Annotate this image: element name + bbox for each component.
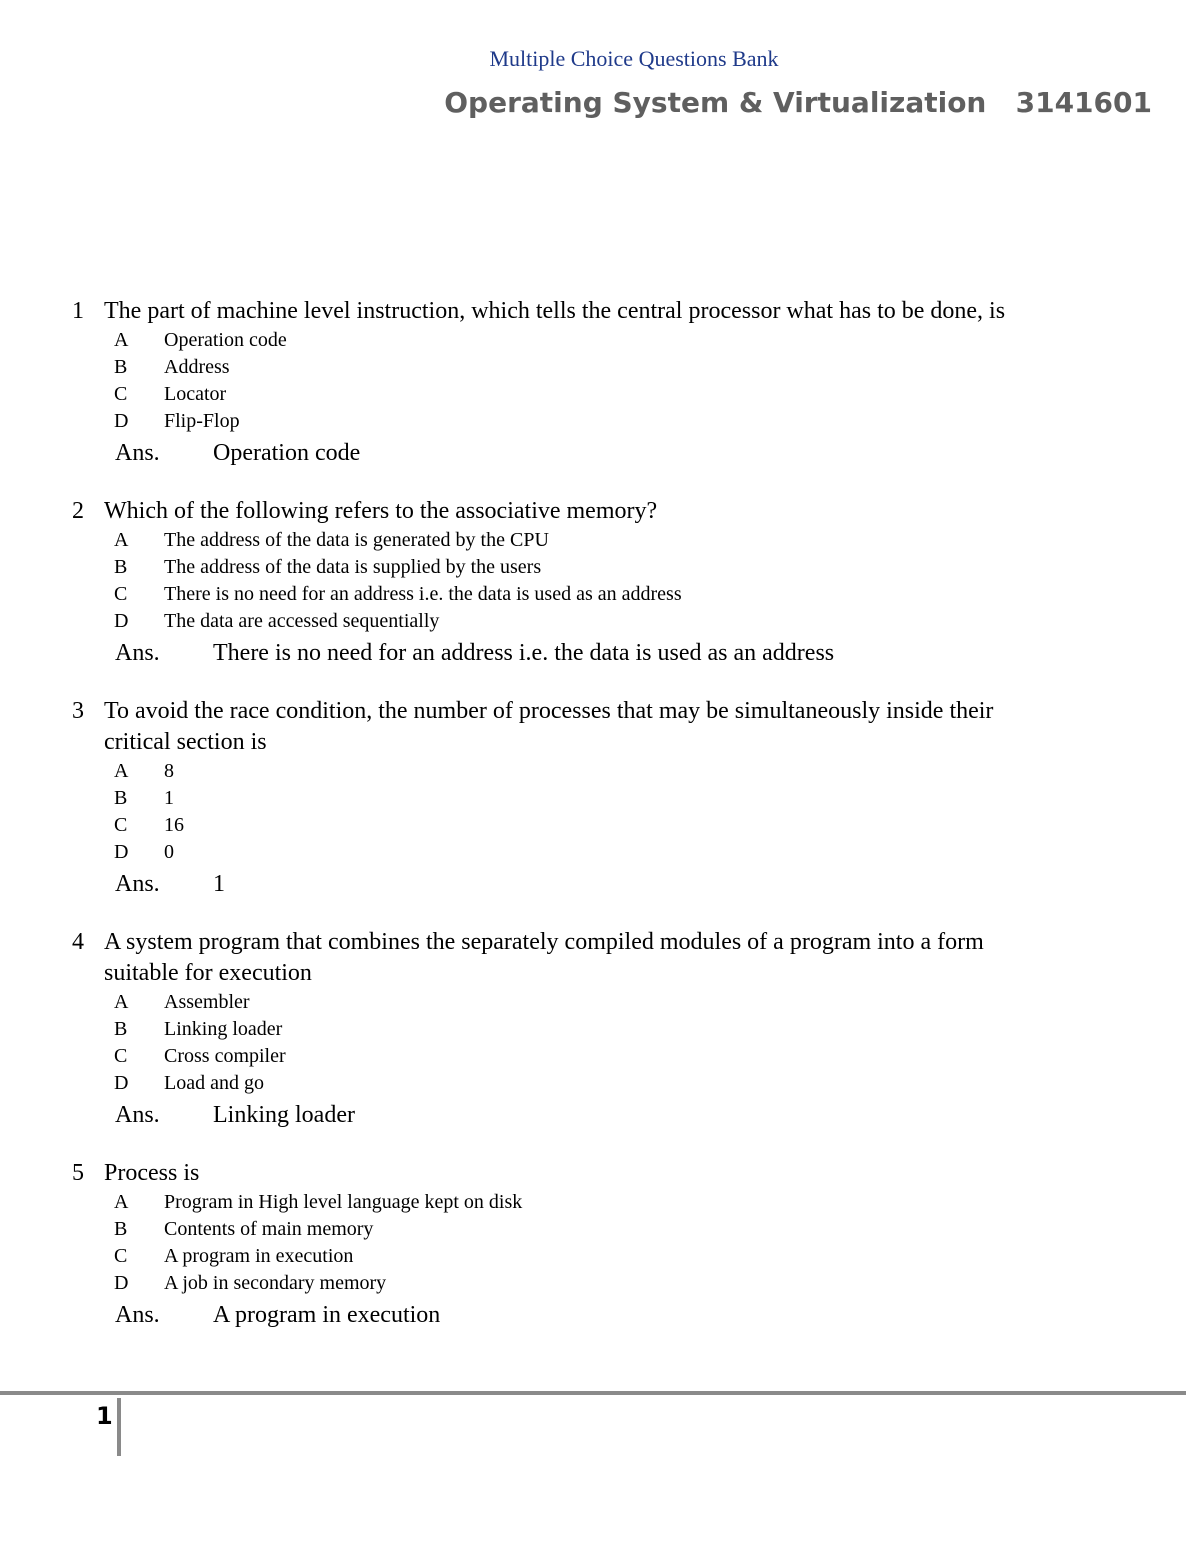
option-letter: C: [114, 583, 128, 605]
answer-row: [0, 1299, 1200, 1332]
option-d: [0, 608, 1200, 635]
answer-text: A program in execution: [213, 1302, 441, 1328]
option-d: [0, 839, 1200, 866]
option-letter: B: [114, 1018, 128, 1040]
question-text: A system program that combines the separately compiled modules of a program into a form suitable for execution: [104, 929, 984, 986]
option-c: [0, 581, 1200, 608]
option-c: [0, 1043, 1200, 1070]
bank-title: Multiple Choice Questions Bank: [489, 46, 779, 71]
option-letter: D: [114, 410, 129, 432]
answer-text: Linking loader: [213, 1102, 355, 1128]
option-text: The data are accessed sequentially: [164, 610, 440, 632]
option-text: The address of the data is generated by the CPU: [164, 529, 549, 551]
answer-text: 1: [213, 871, 225, 897]
question-text: To avoid the race condition, the number of processes that may be simultaneously inside their critical section is: [104, 698, 994, 755]
option-letter: A: [114, 760, 129, 782]
answer-label: Ans.: [115, 1302, 160, 1328]
option-text: A program in execution: [164, 1245, 354, 1267]
option-a: [0, 327, 1200, 354]
option-text: 0: [164, 841, 174, 863]
option-letter: C: [114, 383, 128, 405]
question-5: [0, 1158, 1200, 1332]
option-text: 16: [164, 814, 184, 836]
option-text: Address: [164, 356, 230, 378]
question-number: 3: [72, 698, 84, 724]
answer-label: Ans.: [115, 1102, 160, 1128]
answer-text: Operation code: [213, 440, 361, 466]
option-text: Cross compiler: [164, 1045, 286, 1067]
question-number: 4: [72, 929, 84, 955]
option-letter: B: [114, 787, 128, 809]
option-letter: D: [114, 1072, 129, 1094]
option-d: [0, 1270, 1200, 1297]
question-2: [0, 496, 1200, 670]
question-3: [0, 696, 1200, 901]
option-letter: B: [114, 1218, 128, 1240]
option-text: 8: [164, 760, 174, 782]
option-a: [0, 1189, 1200, 1216]
option-letter: A: [114, 1191, 129, 1213]
option-letter: A: [114, 329, 129, 351]
option-b: [0, 554, 1200, 581]
answer-label: Ans.: [115, 871, 160, 897]
question-number: 2: [72, 498, 84, 524]
option-letter: D: [114, 1272, 129, 1294]
answer-row: [0, 637, 1200, 670]
option-c: [0, 1243, 1200, 1270]
option-b: [0, 354, 1200, 381]
answer-label: Ans.: [115, 440, 160, 466]
page-number: 1: [96, 1402, 113, 1430]
option-text: Locator: [164, 383, 227, 405]
option-letter: A: [114, 991, 129, 1013]
option-c: [0, 812, 1200, 839]
answer-text: There is no need for an address i.e. the data is used as an address: [213, 640, 835, 666]
option-letter: C: [114, 814, 128, 836]
option-letter: C: [114, 1245, 128, 1267]
option-text: Program in High level language kept on disk: [164, 1191, 523, 1213]
option-a: [0, 989, 1200, 1016]
option-letter: A: [114, 529, 129, 551]
option-text: 1: [164, 787, 174, 809]
option-text: Operation code: [164, 329, 287, 351]
question-4: [0, 927, 1200, 1132]
option-a: [0, 527, 1200, 554]
option-letter: D: [114, 610, 129, 632]
option-text: There is no need for an address i.e. the data is used as an address: [164, 583, 682, 605]
option-text: Assembler: [164, 991, 250, 1013]
option-d: [0, 408, 1200, 435]
footer-divider: [0, 1391, 1186, 1395]
question-number: 1: [72, 298, 84, 324]
answer-row: [0, 1099, 1200, 1132]
option-letter: B: [114, 556, 128, 578]
option-text: A job in secondary memory: [164, 1272, 387, 1294]
option-a: [0, 758, 1200, 785]
option-letter: B: [114, 356, 128, 378]
option-text: Linking loader: [164, 1018, 283, 1040]
option-b: [0, 785, 1200, 812]
question-list: [0, 296, 1200, 1358]
page-number-bar: [117, 1398, 121, 1456]
answer-label: Ans.: [115, 640, 160, 666]
question-1: [0, 296, 1200, 470]
option-d: [0, 1070, 1200, 1097]
question-text: Process is: [104, 1160, 200, 1186]
course-title: Operating System & Virtualization 3141601: [444, 86, 1152, 119]
answer-row: [0, 437, 1200, 470]
option-b: [0, 1016, 1200, 1043]
question-text: The part of machine level instruction, which tells the central processor what has to be done, is: [104, 298, 1006, 324]
option-text: The address of the data is supplied by the users: [164, 556, 542, 578]
question-number: 5: [72, 1160, 84, 1186]
question-text: Which of the following refers to the associative memory?: [104, 498, 658, 524]
option-b: [0, 1216, 1200, 1243]
answer-row: [0, 868, 1200, 901]
option-text: Flip-Flop: [164, 410, 240, 432]
option-c: [0, 381, 1200, 408]
option-text: Load and go: [164, 1072, 264, 1094]
option-text: Contents of main memory: [164, 1218, 374, 1240]
option-letter: D: [114, 841, 129, 863]
option-letter: C: [114, 1045, 128, 1067]
